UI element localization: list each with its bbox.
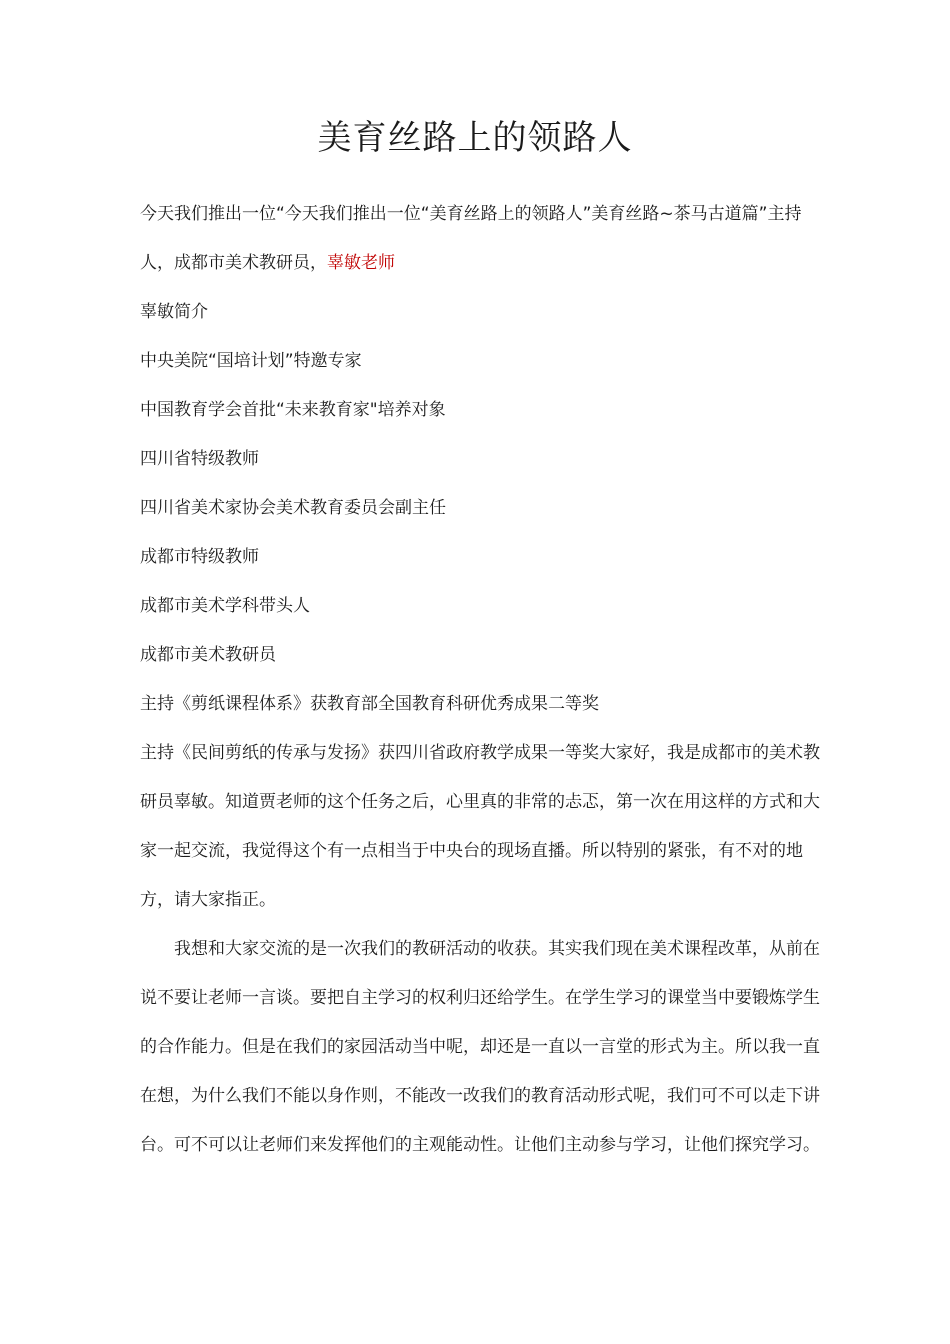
teacher-name-highlight: 辜敏老师 — [327, 253, 395, 273]
profile-item: 主持《剪纸课程体系》获教育部全国教育科研优秀成果二等奖 — [140, 694, 599, 714]
body-paragraph-2: 我想和大家交流的是一次我们的教研活动的收获。其实我们现在美术课程改革，从前在说不要让老师一言谈。要把自主学习的权利归还给学生。在学生学习的课堂当中要锻炼学生的合作能力。但是在我们的家园活动当中呢，却还是一直以一言堂的形式为主。所以我一直在想，为什么我们不能以身作则，不能改一改我们的教育活动形式呢，我们可不可以走下讲台。可不可以让老师们来发挥他们的主观能动性。让他们主动参与学习，让他们探究学习。 — [140, 939, 820, 1155]
profile-item: 四川省特级教师 — [140, 449, 259, 469]
profile-item: 成都市特级教师 — [140, 547, 259, 567]
body-paragraph-1: 主持《民间剪纸的传承与发扬》获四川省政府教学成果一等奖大家好，我是成都市的美术教研员辜敏。知道贾老师的这个任务之后，心里真的非常的忐忑，第一次在用这样的方式和大家一起交流，我觉得这个有一点相当于中央台的现场直播。所以特别的紧张，有不对的地方，请大家指正。 — [140, 743, 820, 910]
profile-item: 成都市美术学科带头人 — [140, 596, 310, 616]
profile-heading: 辜敏简介 — [140, 302, 208, 322]
intro-text: 今天我们推出一位“今天我们推出一位“美育丝路上的领路人”美育丝路~茶马古道篇”主持人，成都市美术教研员， — [140, 204, 802, 273]
document-body — [140, 190, 820, 1170]
profile-item: 四川省美术家协会美术教育委员会副主任 — [140, 498, 446, 518]
profile-item: 中国教育学会首批“未来教育家"培养对象 — [140, 400, 446, 420]
intro-paragraph — [140, 190, 820, 288]
profile-item: 中央美院“国培计划”特邀专家 — [140, 351, 362, 371]
profile-item: 成都市美术教研员 — [140, 645, 276, 665]
document-title: 美育丝路上的领路人 — [317, 118, 633, 158]
